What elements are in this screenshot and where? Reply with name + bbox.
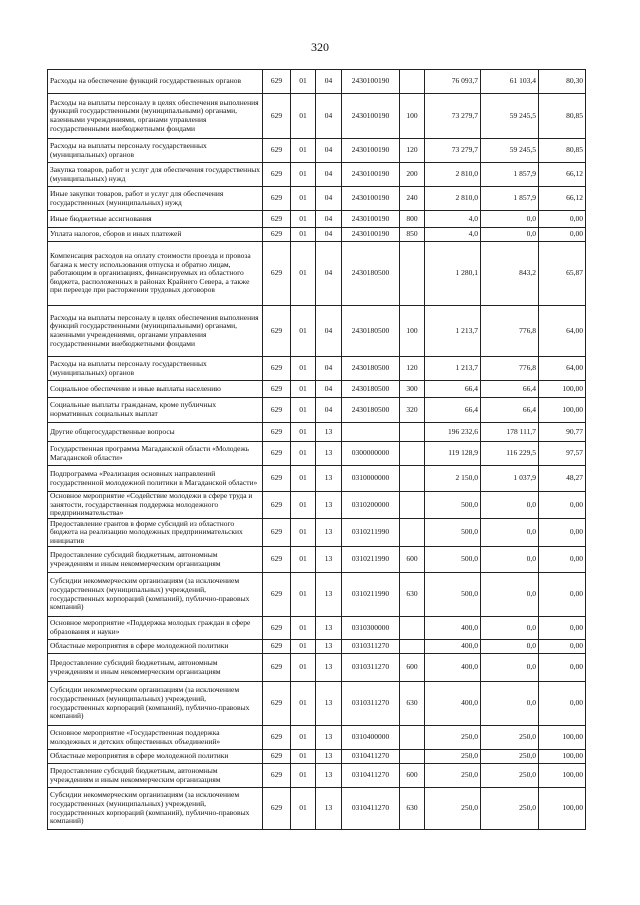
target-article-cell: 2430180500 [342,381,400,398]
subsection-cell: 04 [316,306,342,357]
budget-table [47,69,586,830]
target-article-cell: 2430180500 [342,306,400,357]
table-row [48,381,586,398]
actual-cell: 250,0 [481,764,539,788]
row-name-cell: Расходы на выплаты персоналу в целях обеспечения выполнения функций государственными (муниципальными) органами, казенными учреждениями, органами управления государственными внебюджетными фондами [48,306,263,357]
percent-cell: 64,00 [539,306,586,357]
row-name-cell: Областные мероприятия в сфере молодежной политики [48,640,263,654]
row-name-cell: Областные мероприятия в сфере молодежной политики [48,750,263,764]
subsection-cell: 13 [316,519,342,547]
target-article-cell: 0310211990 [342,573,400,617]
expense-type-cell: 240 [400,187,425,211]
section-cell: 01 [291,547,316,573]
ved-cell: 629 [263,381,291,398]
ved-cell: 629 [263,640,291,654]
actual-cell: 843,2 [481,242,539,306]
expense-type-cell [400,423,425,442]
subsection-cell: 13 [316,547,342,573]
table-row [48,764,586,788]
actual-cell: 0,0 [481,654,539,682]
section-cell: 01 [291,211,316,228]
plan-cell: 2 810,0 [425,187,481,211]
plan-cell: 196 232,6 [425,423,481,442]
ved-cell: 629 [263,242,291,306]
plan-cell: 119 128,9 [425,442,481,466]
percent-cell: 0,00 [539,682,586,726]
percent-cell: 100,00 [539,726,586,750]
subsection-cell: 13 [316,423,342,442]
section-cell: 01 [291,492,316,519]
ved-cell: 629 [263,492,291,519]
expense-type-cell [400,442,425,466]
target-article-cell: 2430180500 [342,398,400,423]
table-row [48,306,586,357]
actual-cell: 776,8 [481,306,539,357]
target-article-cell: 0310411270 [342,764,400,788]
target-article-cell: 0310300000 [342,617,400,640]
row-name-cell: Расходы на выплаты персоналу государственных (муниципальных) органов [48,139,263,163]
percent-cell: 0,00 [539,547,586,573]
actual-cell: 66,4 [481,398,539,423]
percent-cell: 80,85 [539,94,586,139]
row-name-cell: Субсидии некоммерческим организациям (за исключением государственных (муниципальных) учреждений, государственных корпораций (компаний), публично-правовых компаний) [48,682,263,726]
expense-type-cell: 600 [400,547,425,573]
section-cell: 01 [291,519,316,547]
actual-cell: 0,0 [481,228,539,242]
subsection-cell: 13 [316,442,342,466]
section-cell: 01 [291,139,316,163]
subsection-cell: 04 [316,187,342,211]
target-article-cell: 0310211990 [342,547,400,573]
target-article-cell: 0310211990 [342,519,400,547]
target-article-cell: 2430100190 [342,163,400,187]
percent-cell: 90,77 [539,423,586,442]
actual-cell: 250,0 [481,788,539,830]
plan-cell: 76 093,7 [425,70,481,94]
row-name-cell: Государственная программа Магаданской области «Молодежь Магаданской области» [48,442,263,466]
section-cell: 01 [291,398,316,423]
table-row [48,750,586,764]
subsection-cell: 13 [316,726,342,750]
percent-cell: 48,27 [539,466,586,492]
target-article-cell: 0310400000 [342,726,400,750]
actual-cell: 0,0 [481,519,539,547]
plan-cell: 4,0 [425,211,481,228]
row-name-cell: Основное мероприятие «Государственная поддержка молодежных и детских общественных объединений» [48,726,263,750]
subsection-cell: 04 [316,242,342,306]
target-article-cell: 2430100190 [342,139,400,163]
percent-cell: 64,00 [539,357,586,381]
table-row [48,211,586,228]
percent-cell: 97,57 [539,442,586,466]
plan-cell: 400,0 [425,682,481,726]
subsection-cell: 13 [316,682,342,726]
actual-cell: 0,0 [481,682,539,726]
subsection-cell: 04 [316,398,342,423]
section-cell: 01 [291,573,316,617]
expense-type-cell: 100 [400,94,425,139]
section-cell: 01 [291,466,316,492]
table-row [48,139,586,163]
subsection-cell: 04 [316,70,342,94]
percent-cell: 66,12 [539,163,586,187]
plan-cell: 73 279,7 [425,139,481,163]
target-article-cell: 0310200000 [342,492,400,519]
section-cell: 01 [291,726,316,750]
plan-cell: 500,0 [425,573,481,617]
subsection-cell: 13 [316,764,342,788]
row-name-cell: Предоставление субсидий бюджетным, автономным учреждениям и иным некоммерческим организациям [48,547,263,573]
table-row [48,682,586,726]
subsection-cell: 13 [316,788,342,830]
actual-cell: 0,0 [481,492,539,519]
ved-cell: 629 [263,357,291,381]
percent-cell: 100,00 [539,750,586,764]
subsection-cell: 04 [316,228,342,242]
section-cell: 01 [291,617,316,640]
table-row [48,398,586,423]
plan-cell: 250,0 [425,764,481,788]
expense-type-cell: 100 [400,306,425,357]
actual-cell: 1 857,9 [481,163,539,187]
table-row [48,492,586,519]
expense-type-cell [400,726,425,750]
percent-cell: 100,00 [539,764,586,788]
actual-cell: 0,0 [481,573,539,617]
percent-cell: 0,00 [539,519,586,547]
percent-cell: 0,00 [539,654,586,682]
expense-type-cell: 300 [400,381,425,398]
plan-cell: 400,0 [425,617,481,640]
section-cell: 01 [291,242,316,306]
actual-cell: 1 857,9 [481,187,539,211]
target-article-cell: 2430180500 [342,357,400,381]
row-name-cell: Расходы на выплаты персоналу в целях обеспечения выполнения функций государственными (муниципальными) органами, казенными учреждениями, органами управления государственными внебюджетными фондами [48,94,263,139]
subsection-cell: 04 [316,139,342,163]
percent-cell: 80,85 [539,139,586,163]
expense-type-cell: 320 [400,398,425,423]
row-name-cell: Подпрограмма «Реализация основных направлений государственной молодежной политики в Магаданской области» [48,466,263,492]
row-name-cell: Социальное обеспечение и иные выплаты населению [48,381,263,398]
plan-cell: 66,4 [425,398,481,423]
plan-cell: 73 279,7 [425,94,481,139]
plan-cell: 500,0 [425,519,481,547]
table-row [48,654,586,682]
section-cell: 01 [291,750,316,764]
row-name-cell: Основное мероприятие «Содействие молодежи в сфере труда и занятости, государственная поддержка молодежного предпринимательства» [48,492,263,519]
actual-cell: 0,0 [481,617,539,640]
row-name-cell: Социальные выплаты гражданам, кроме публичных нормативных социальных выплат [48,398,263,423]
ved-cell: 629 [263,187,291,211]
ved-cell: 629 [263,466,291,492]
table-row [48,228,586,242]
target-article-cell: 2430180500 [342,242,400,306]
subsection-cell: 04 [316,357,342,381]
subsection-cell: 13 [316,654,342,682]
ved-cell: 629 [263,423,291,442]
actual-cell: 178 111,7 [481,423,539,442]
table-row [48,442,586,466]
target-article-cell: 0310311270 [342,640,400,654]
percent-cell: 0,00 [539,640,586,654]
row-name-cell: Расходы на выплаты персоналу государственных (муниципальных) органов [48,357,263,381]
row-name-cell: Субсидии некоммерческим организациям (за исключением государственных (муниципальных) учреждений, государственных корпораций (компаний), публично-правовых компаний) [48,788,263,830]
ved-cell: 629 [263,211,291,228]
actual-cell: 250,0 [481,750,539,764]
ved-cell: 629 [263,139,291,163]
ved-cell: 629 [263,547,291,573]
plan-cell: 66,4 [425,381,481,398]
actual-cell: 1 037,9 [481,466,539,492]
percent-cell: 0,00 [539,211,586,228]
section-cell: 01 [291,381,316,398]
subsection-cell: 13 [316,466,342,492]
ved-cell: 629 [263,398,291,423]
subsection-cell: 04 [316,211,342,228]
actual-cell: 0,0 [481,547,539,573]
row-name-cell: Иные закупки товаров, работ и услуг для обеспечения государственных (муниципальных) нужд [48,187,263,211]
table-row [48,573,586,617]
target-article-cell: 0310000000 [342,466,400,492]
percent-cell: 0,00 [539,573,586,617]
ved-cell: 629 [263,519,291,547]
row-name-cell: Другие общегосударственные вопросы [48,423,263,442]
page-number: 320 [311,40,329,54]
subsection-cell: 13 [316,617,342,640]
ved-cell: 629 [263,306,291,357]
target-article-cell [342,423,400,442]
plan-cell: 4,0 [425,228,481,242]
budget-table-body [48,70,586,830]
ved-cell: 629 [263,654,291,682]
plan-cell: 250,0 [425,750,481,764]
expense-type-cell: 120 [400,357,425,381]
table-row [48,357,586,381]
target-article-cell: 2430100190 [342,211,400,228]
expense-type-cell [400,640,425,654]
row-name-cell: Субсидии некоммерческим организациям (за исключением государственных (муниципальных) учреждений, государственных корпораций (компаний), публично-правовых компаний) [48,573,263,617]
target-article-cell: 0310411270 [342,750,400,764]
actual-cell: 116 229,5 [481,442,539,466]
section-cell: 01 [291,442,316,466]
row-name-cell: Иные бюджетные ассигнования [48,211,263,228]
plan-cell: 250,0 [425,788,481,830]
expense-type-cell [400,492,425,519]
target-article-cell: 2430100190 [342,70,400,94]
ved-cell: 629 [263,750,291,764]
actual-cell: 0,0 [481,640,539,654]
subsection-cell: 04 [316,94,342,139]
expense-type-cell: 600 [400,654,425,682]
row-name-cell: Закупка товаров, работ и услуг для обеспечения государственных (муниципальных) нужд [48,163,263,187]
plan-cell: 2 810,0 [425,163,481,187]
percent-cell: 65,87 [539,242,586,306]
ved-cell: 629 [263,94,291,139]
section-cell: 01 [291,640,316,654]
section-cell: 01 [291,764,316,788]
subsection-cell: 13 [316,640,342,654]
ved-cell: 629 [263,228,291,242]
target-article-cell: 0310311270 [342,654,400,682]
expense-type-cell: 600 [400,764,425,788]
section-cell: 01 [291,228,316,242]
plan-cell: 1 213,7 [425,306,481,357]
target-article-cell: 0300000000 [342,442,400,466]
section-cell: 01 [291,423,316,442]
target-article-cell: 0310311270 [342,682,400,726]
ved-cell: 629 [263,573,291,617]
plan-cell: 1 280,1 [425,242,481,306]
ved-cell: 629 [263,788,291,830]
subsection-cell: 13 [316,492,342,519]
expense-type-cell [400,466,425,492]
table-row [48,617,586,640]
ved-cell: 629 [263,726,291,750]
row-name-cell: Расходы на обеспечение функций государственных органов [48,70,263,94]
percent-cell: 0,00 [539,492,586,519]
expense-type-cell [400,617,425,640]
row-name-cell: Компенсация расходов на оплату стоимости проезда и провоза багажа к месту использования отпуска и обратно лицам, работающим в организациях, финансируемых из областного бюджета, расположенных в районах Крайнего Севера, а также при переезде при расторжении трудовых договоров [48,242,263,306]
expense-type-cell [400,750,425,764]
table-row [48,547,586,573]
row-name-cell: Основное мероприятие «Поддержка молодых граждан в сфере образования и науки» [48,617,263,640]
target-article-cell: 2430100190 [342,187,400,211]
ved-cell: 629 [263,163,291,187]
expense-type-cell: 800 [400,211,425,228]
section-cell: 01 [291,94,316,139]
table-row [48,242,586,306]
table-row [48,726,586,750]
subsection-cell: 04 [316,163,342,187]
plan-cell: 2 150,0 [425,466,481,492]
table-row [48,70,586,94]
target-article-cell: 2430100190 [342,94,400,139]
actual-cell: 776,8 [481,357,539,381]
expense-type-cell: 200 [400,163,425,187]
table-row [48,94,586,139]
table-row [48,788,586,830]
section-cell: 01 [291,357,316,381]
section-cell: 01 [291,306,316,357]
actual-cell: 59 245,5 [481,94,539,139]
ved-cell: 629 [263,442,291,466]
plan-cell: 500,0 [425,547,481,573]
percent-cell: 100,00 [539,788,586,830]
section-cell: 01 [291,163,316,187]
table-row [48,519,586,547]
expense-type-cell [400,70,425,94]
plan-cell: 400,0 [425,654,481,682]
subsection-cell: 13 [316,573,342,617]
table-row [48,423,586,442]
section-cell: 01 [291,682,316,726]
expense-type-cell: 630 [400,573,425,617]
expense-type-cell: 630 [400,682,425,726]
target-article-cell: 0310411270 [342,788,400,830]
table-row [48,640,586,654]
row-name-cell: Уплата налогов, сборов и иных платежей [48,228,263,242]
percent-cell: 80,30 [539,70,586,94]
percent-cell: 0,00 [539,617,586,640]
table-row [48,466,586,492]
plan-cell: 500,0 [425,492,481,519]
percent-cell: 100,00 [539,381,586,398]
actual-cell: 61 103,4 [481,70,539,94]
expense-type-cell: 120 [400,139,425,163]
row-name-cell: Предоставление субсидий бюджетным, автономным учреждениям и иным некоммерческим организациям [48,654,263,682]
subsection-cell: 13 [316,750,342,764]
ved-cell: 629 [263,764,291,788]
expense-type-cell: 630 [400,788,425,830]
table-row [48,163,586,187]
ved-cell: 629 [263,682,291,726]
ved-cell: 629 [263,70,291,94]
plan-cell: 250,0 [425,726,481,750]
percent-cell: 0,00 [539,228,586,242]
expense-type-cell: 850 [400,228,425,242]
section-cell: 01 [291,187,316,211]
plan-cell: 400,0 [425,640,481,654]
section-cell: 01 [291,654,316,682]
percent-cell: 100,00 [539,398,586,423]
row-name-cell: Предоставление субсидий бюджетным, автономным учреждениям и иным некоммерческим организациям [48,764,263,788]
expense-type-cell [400,519,425,547]
percent-cell: 66,12 [539,187,586,211]
ved-cell: 629 [263,617,291,640]
section-cell: 01 [291,788,316,830]
actual-cell: 0,0 [481,211,539,228]
actual-cell: 250,0 [481,726,539,750]
table-row [48,187,586,211]
section-cell: 01 [291,70,316,94]
subsection-cell: 04 [316,381,342,398]
row-name-cell: Предоставление грантов в форме субсидий из областного бюджета на реализацию молодежных предпринимательских инициатив [48,519,263,547]
actual-cell: 66,4 [481,381,539,398]
actual-cell: 59 245,5 [481,139,539,163]
plan-cell: 1 213,7 [425,357,481,381]
target-article-cell: 2430100190 [342,228,400,242]
expense-type-cell [400,242,425,306]
